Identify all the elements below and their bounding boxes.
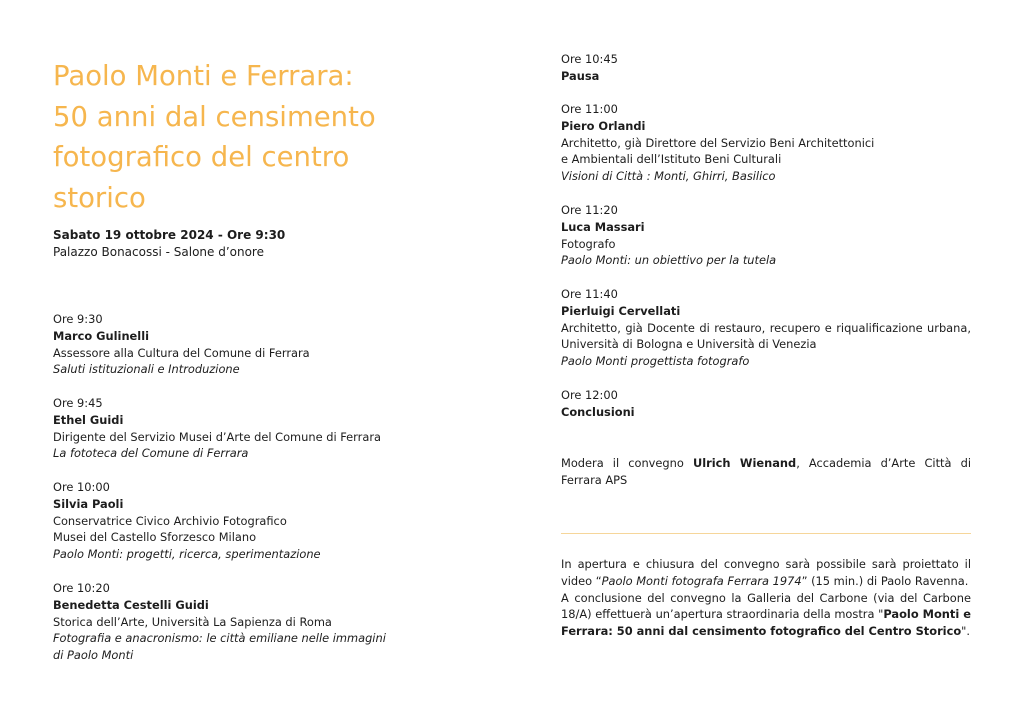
slot-time: Ore 9:45 xyxy=(53,396,103,410)
program-slot xyxy=(561,101,971,185)
exhibition-title: Paolo Monti e Ferrara: 50 anni dal censimento fotografico del Centro Storico xyxy=(561,607,971,639)
moderator-prefix: Modera il convegno xyxy=(561,456,693,470)
slot-time: Ore 11:40 xyxy=(561,287,618,301)
notes-paragraph xyxy=(561,556,971,640)
title-line: 50 anni dal censimento xyxy=(53,100,376,133)
slot-time: Ore 9:30 xyxy=(53,312,103,326)
speaker-role: Conservatrice Civico Archivio Fotografico xyxy=(53,513,287,528)
slot-time: Ore 11:00 xyxy=(561,102,618,116)
speaker-name: Marco Gulinelli xyxy=(53,328,149,343)
program-slot xyxy=(561,202,971,269)
program-slot xyxy=(53,395,433,462)
event-info xyxy=(53,227,285,261)
speaker-name: Piero Orlandi xyxy=(561,118,646,133)
program-slot xyxy=(561,51,971,85)
notes-exhibition-text: A conclusione del convegno la Galleria del Carbone (via del Carbone 18/A) effettuerà un’apertura straordinaria della mostra " xyxy=(561,590,971,622)
speaker-role: Dirigente del Servizio Musei d’Arte del Comune di Ferrara xyxy=(53,429,381,444)
talk-title: Paolo Monti progettista fotografo xyxy=(561,354,750,369)
notes-video-text: ” (15 min.) di Paolo Ravenna. xyxy=(801,573,969,588)
talk-title: Visioni di Città : Monti, Ghirri, Basilico xyxy=(561,169,776,184)
moderator-line xyxy=(561,455,971,489)
notes-video-text: In apertura e chiusura del convegno sarà possibile sarà proiettato il video “ xyxy=(561,557,971,588)
speaker-role: e Ambientali dell’Istituto Beni Culturali xyxy=(561,152,782,167)
video-title: Paolo Monti fotografa Ferrara 1974 xyxy=(601,573,802,588)
talk-title: Fotografia e anacronismo: le città emiliane nelle immagini xyxy=(53,631,386,646)
moderator-suffix: , Accademia d’Arte Città di Ferrara APS xyxy=(561,456,971,487)
speaker-role: Assessore alla Cultura del Comune di Ferrara xyxy=(53,345,310,360)
speaker-name: Pierluigi Cervellati xyxy=(561,303,681,318)
program-slot xyxy=(53,311,433,378)
talk-title: Paolo Monti: progetti, ricerca, sperimentazione xyxy=(53,547,321,562)
program-slot xyxy=(561,286,971,370)
speaker-name: Luca Massari xyxy=(561,219,645,234)
speaker-name: Silvia Paoli xyxy=(53,496,124,511)
page-title xyxy=(53,56,433,218)
notes-exhibition-text: ". xyxy=(961,624,971,639)
title-line: fotografico del centro xyxy=(53,141,350,173)
slot-time: Ore 11:20 xyxy=(561,203,618,217)
event-place: Palazzo Bonacossi - Salone d’onore xyxy=(53,245,264,259)
program-slot xyxy=(561,387,971,421)
slot-time: Ore 10:45 xyxy=(561,52,618,66)
moderator-name: Ulrich Wienand xyxy=(692,456,797,470)
speaker-role: Musei del Castello Sforzesco Milano xyxy=(53,530,257,545)
speaker-role: Fotografo xyxy=(561,236,616,251)
speaker-role: Storica dell’Arte, Università La Sapienza di Roma xyxy=(53,614,332,629)
closing-label: Conclusioni xyxy=(561,404,635,419)
speaker-role: Architetto, già Docente di restauro, recupero e riqualificazione urbana, Università di Bologna e Università di Venezia xyxy=(561,320,971,352)
speaker-name: Benedetta Cestelli Guidi xyxy=(53,597,209,612)
divider xyxy=(561,533,971,534)
title-line: Paolo Monti e Ferrara: xyxy=(53,60,354,92)
program-slot xyxy=(53,580,433,664)
talk-title: di Paolo Monti xyxy=(53,648,134,663)
speaker-name: Ethel Guidi xyxy=(53,412,124,427)
program-slot xyxy=(53,479,433,563)
title-line: storico xyxy=(53,181,146,214)
talk-title: Paolo Monti: un obiettivo per la tutela xyxy=(561,253,777,268)
talk-title: Saluti istituzionali e Introduzione xyxy=(53,362,240,377)
break-label: Pausa xyxy=(561,68,600,83)
talk-title: La fototeca del Comune di Ferrara xyxy=(53,446,249,461)
slot-time: Ore 10:00 xyxy=(53,480,110,494)
speaker-role: Architetto, già Direttore del Servizio Beni Architettonici xyxy=(561,135,875,150)
slot-time: Ore 10:20 xyxy=(53,581,110,595)
slot-time: Ore 12:00 xyxy=(561,388,618,402)
event-date: Sabato 19 ottobre 2024 - Ore 9:30 xyxy=(53,228,286,242)
